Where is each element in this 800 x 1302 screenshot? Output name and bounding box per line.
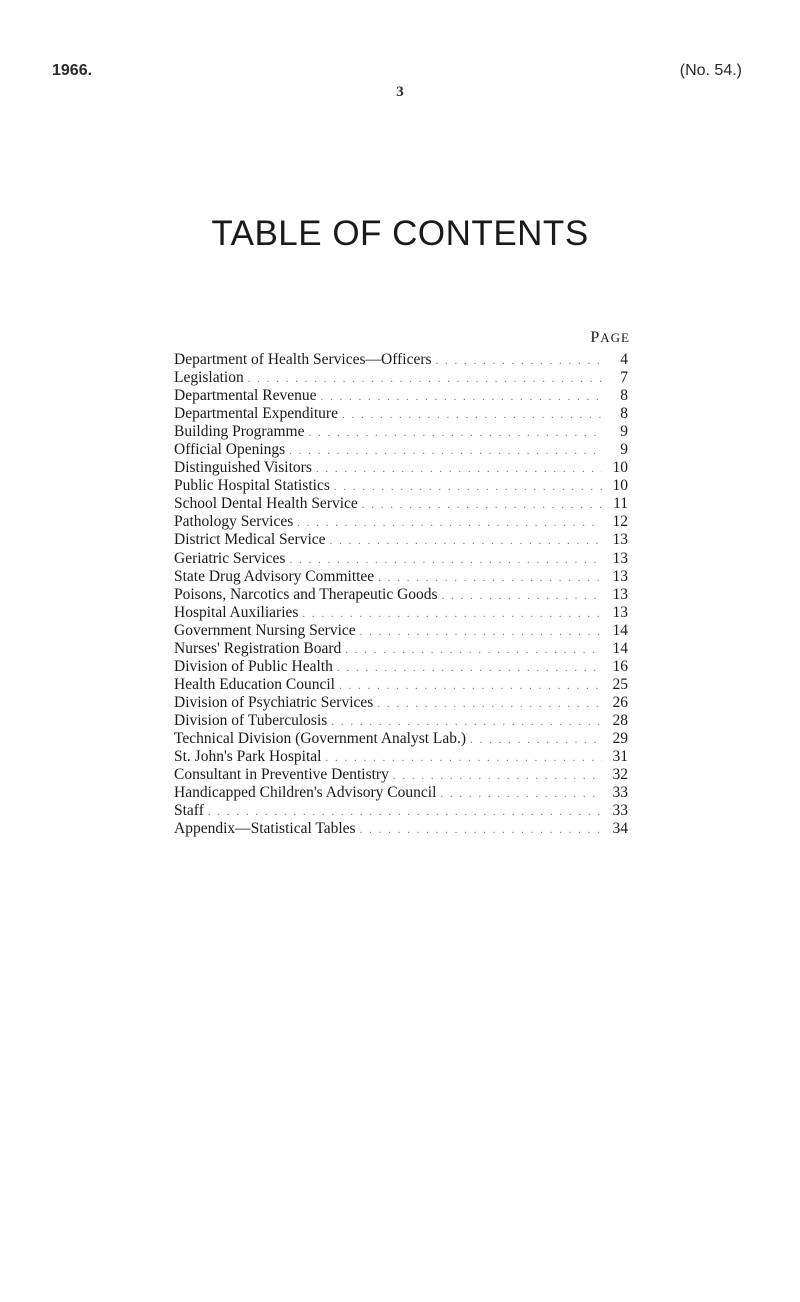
toc-entry-page: 31 [612,748,628,766]
toc-entry [174,640,628,658]
toc-entry [174,748,628,766]
toc-entry [174,730,628,748]
toc-dot-leader [289,551,602,569]
toc-entry-page: 28 [612,711,628,729]
toc-entry-page: 7 [620,369,628,387]
toc-entry-page: 25 [612,675,628,693]
toc-dot-leader [378,569,602,587]
toc-entry-page: 11 [613,495,628,513]
toc-entry-title: Official Openings [174,441,286,459]
toc-dot-leader [436,352,602,370]
toc-dot-leader [320,388,602,406]
toc-entry [174,441,628,459]
toc-entry [174,820,628,838]
toc-entry [174,766,628,784]
toc-entry-title: Poisons, Narcotics and Therapeutic Goods [174,585,438,603]
toc-entry-title: Staff [174,802,204,820]
toc-entry-title: State Drug Advisory Committee [174,567,375,585]
toc-entry-title: School Dental Health Service [174,495,358,513]
toc-dot-leader [339,677,602,695]
toc-dot-leader [440,785,602,803]
toc-entry [174,459,628,477]
toc-entry-page: 33 [612,784,628,802]
toc-entry-page: 8 [620,405,628,423]
toc-entry-title: Consultant in Preventive Dentistry [174,766,389,784]
toc-entry [174,604,628,622]
toc-dot-leader [248,370,602,388]
toc-entry [174,676,628,694]
toc-entry [174,387,628,405]
toc-entry-title: Distinguished Visitors [174,459,312,477]
toc-dot-leader [334,478,602,496]
toc-entry-page: 34 [612,820,628,838]
toc-entry-page: 33 [612,802,628,820]
toc-dot-leader [362,496,602,514]
toc-entry-title: Health Education Council [174,675,335,693]
toc-entry-title: Technical Division (Government Analyst Lab.) [174,729,467,747]
toc-entry-page: 13 [612,567,628,585]
page-title: TABLE OF CONTENTS [211,214,589,253]
toc-dot-leader [337,659,602,677]
page-number: 3 [396,84,404,100]
toc-entry-title: Division of Psychiatric Services [174,693,374,711]
toc-dot-leader [331,713,602,731]
toc-entry [174,423,628,441]
toc-entry-page: 29 [612,729,628,747]
toc-entry-title: Geriatric Services [174,549,286,567]
toc-entry-page: 32 [612,766,628,784]
toc-entry-page: 13 [612,549,628,567]
toc-entry-title: Department of Health Services—Officers [174,351,432,368]
toc-dot-leader [342,406,602,424]
toc-entry-title: Nurses' Registration Board [174,639,342,657]
toc-entry-title: Hospital Auxiliaries [174,603,299,621]
toc-entry-title: Pathology Services [174,513,294,531]
toc-dot-leader [316,460,602,478]
toc-dot-leader [377,695,602,713]
toc-dot-leader [470,731,602,749]
toc-entry-page: 16 [612,657,628,675]
toc-entry-page: 12 [612,513,628,531]
toc-entry [174,351,628,369]
toc-entry [174,495,628,513]
toc-entry-title: St. John's Park Hospital [174,748,322,766]
toc-entry-page: 10 [612,477,628,495]
toc-entry [174,405,628,423]
toc-entry-page: 14 [612,621,628,639]
toc-entry-page: 13 [612,531,628,549]
toc-entry [174,531,628,549]
toc-entry [174,586,628,604]
header-document-number: (No. 54.) [679,62,742,79]
page-column-label-text: PAGE [590,329,630,346]
toc-entry [174,802,628,820]
toc-dot-leader [297,514,602,532]
toc-dot-leader [360,623,602,641]
toc-dot-leader [289,442,602,460]
toc-entry-title: District Medical Service [174,531,326,549]
toc-dot-leader [325,749,602,767]
toc-entry-title: Handicapped Children's Advisory Council [174,784,437,802]
toc-entry [174,712,628,730]
toc-entry-title: Building Programme [174,423,305,441]
toc-entry-title: Legislation [174,369,244,387]
toc-entry-page: 4 [620,351,628,368]
toc-entry-title: Appendix—Statistical Tables [174,820,356,838]
header-year: 1966. [52,62,93,79]
toc-entry-page: 13 [612,603,628,621]
toc-entry-title: Division of Public Health [174,657,333,675]
toc-entry-title: Government Nursing Service [174,621,356,639]
toc-entry [174,568,628,586]
toc-entry-page: 9 [620,423,628,441]
toc-entry-page: 10 [612,459,628,477]
toc-entry [174,658,628,676]
toc-dot-leader [308,424,602,442]
toc-entry-title: Departmental Revenue [174,387,317,405]
toc-entry-page: 13 [612,585,628,603]
toc-entry-page: 9 [620,441,628,459]
table-of-contents [174,351,628,838]
toc-dot-leader [393,767,602,785]
toc-entry [174,622,628,640]
toc-entry [174,369,628,387]
toc-dot-leader [360,821,602,839]
toc-dot-leader [442,587,602,605]
page-column-label [590,329,630,347]
toc-entry-title: Division of Tuberculosis [174,711,328,729]
toc-entry [174,694,628,712]
toc-entry [174,477,628,495]
toc-dot-leader [345,641,602,659]
toc-entry [174,550,628,568]
toc-entry-title: Public Hospital Statistics [174,477,330,495]
toc-entry-page: 8 [620,387,628,405]
toc-dot-leader [330,532,602,550]
toc-entry [174,784,628,802]
toc-dot-leader [302,605,602,623]
toc-entry-page: 26 [612,693,628,711]
toc-entry-title: Departmental Expenditure [174,405,338,423]
toc-entry [174,513,628,531]
toc-entry-page: 14 [612,639,628,657]
toc-dot-leader [208,803,602,821]
